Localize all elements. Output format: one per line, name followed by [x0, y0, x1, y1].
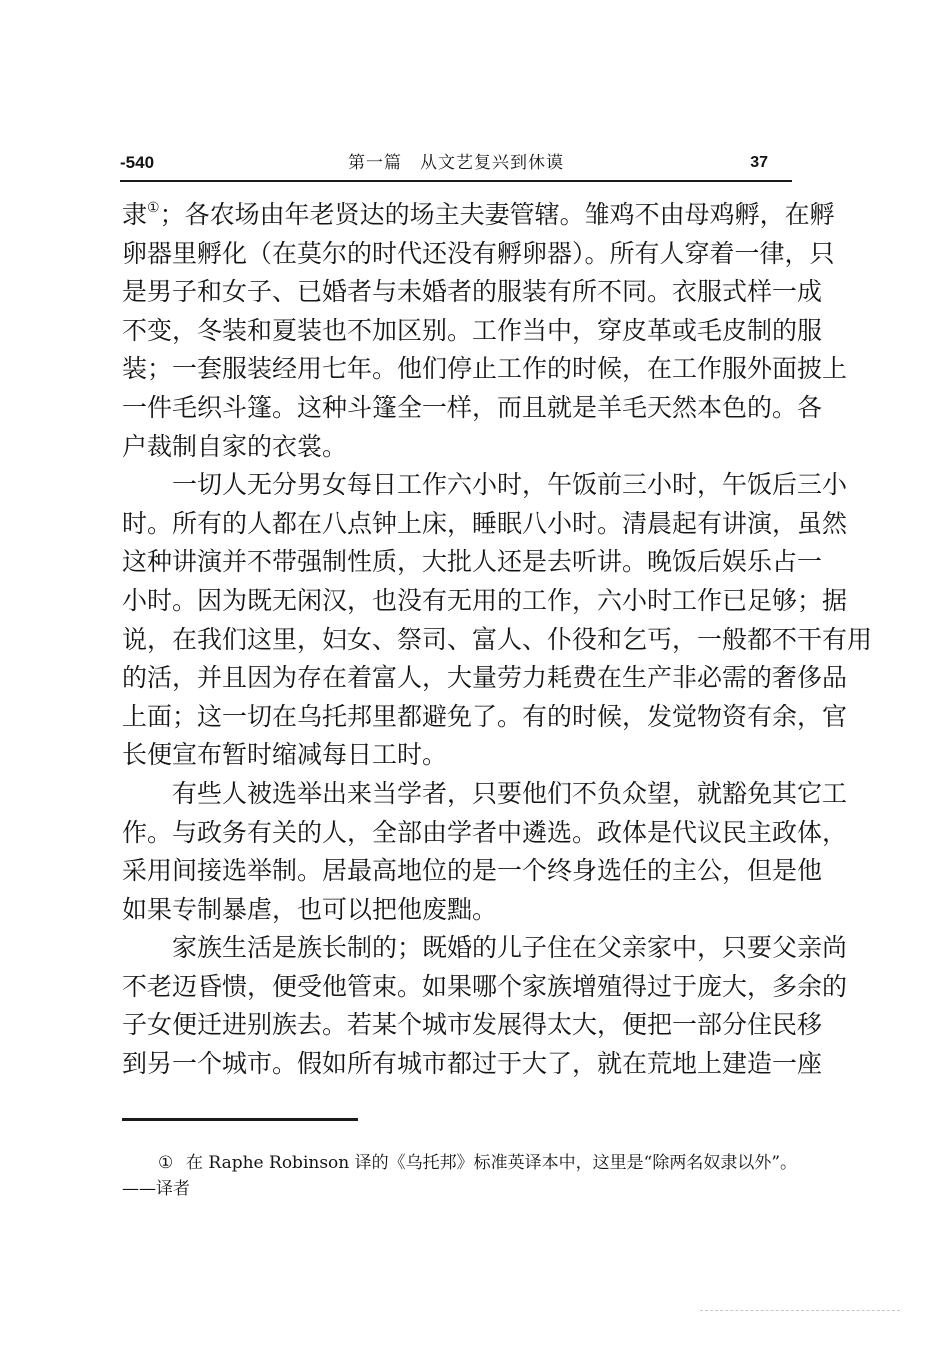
footnote-rule	[122, 1118, 358, 1121]
text-line: 不老迈昏愦，便受他管束。如果哪个家族增殖得过于庞大，多余的	[122, 971, 848, 1001]
text-fragment: ；各农场由年老贤达的场主夫妻管辖。雏鸡不由母鸡孵，在孵	[159, 200, 835, 229]
running-header	[120, 148, 792, 178]
text-line	[122, 196, 835, 235]
text-line: 装；一套服装经用七年。他们停止工作的时候，在工作服外面披上	[122, 354, 848, 384]
text-line: 到另一个城市。假如所有城市都过于大了，就在荒地上建造一座	[122, 1049, 823, 1079]
text-line: 小时。因为既无闲汉，也没有无用的工作，六小时工作已足够；据	[122, 585, 848, 615]
text-line: 一件毛织斗篷。这种斗篷全一样，而且就是羊毛天然本色的。各	[122, 392, 823, 422]
text-line: 有些人被选举出来当学者，只要他们不负众望，就豁免其它工	[172, 778, 848, 808]
text-line: 户裁制自家的衣裳。	[122, 431, 348, 461]
chapter-title: 第一篇 从文艺复兴到休谟	[348, 153, 564, 173]
text-line: 长便宣布暂时缩减每日工时。	[122, 740, 448, 770]
text-line: 说，在我们这里，妇女、祭司、富人、仆役和乞丐，一般都不干有用	[122, 624, 873, 654]
footnote-line	[122, 1150, 798, 1176]
footnote-marker: ①	[158, 1153, 174, 1173]
footnote-attribution: ——译者	[122, 1179, 190, 1199]
text-line: 卵器里孵化（在莫尔的时代还没有孵卵器）。所有人穿着一律，只	[122, 238, 835, 268]
body-text	[122, 196, 873, 1084]
text-line: 一切人无分男女每日工作六小时，午饭前三小时，午饭后三小	[172, 470, 848, 500]
footnote	[122, 1150, 798, 1202]
header-rule	[120, 180, 792, 182]
footnote-text: 在 Raphe Robinson 译的《乌托邦》标准英译本中，这里是“除两名奴隶以外”。	[186, 1153, 798, 1173]
text-line: 不变，冬装和夏装也不加区别。工作当中，穿皮革或毛皮制的服	[122, 315, 823, 345]
text-line: 上面；这一切在乌托邦里都避免了。有的时候，发觉物资有余，官	[122, 701, 848, 731]
page-number: 37	[750, 154, 768, 171]
text-line: 家族生活是族长制的；既婚的儿子住在父亲家中，只要父亲尚	[172, 933, 848, 963]
original-page-reference: -540	[120, 153, 155, 172]
text-line: 如果专制暴虐，也可以把他废黜。	[122, 894, 498, 924]
footnote-reference[interactable]: ①	[147, 200, 160, 216]
text-line: 时。所有的人都在八点钟上床，睡眠八小时。清晨起有讲演，虽然	[122, 508, 848, 538]
text-line: 这种讲演并不带强制性质，大批人还是去听讲。晚饭后娱乐占一	[122, 547, 823, 577]
text-line: 是男子和女子、已婚者与未婚者的服装有所不同。衣服式样一成	[122, 277, 823, 307]
scan-artifact	[700, 1310, 900, 1313]
text-line: 作。与政务有关的人，全部由学者中遴选。政体是代议民主政体，	[122, 817, 848, 847]
text-line: 的活，并且因为存在着富人，大量劳力耗费在生产非必需的奢侈品	[122, 663, 848, 693]
text-line: 采用间接选举制。居最高地位的是一个终身选任的主公，但是他	[122, 856, 823, 886]
text-fragment: 隶	[122, 200, 148, 229]
text-line: 子女便迁进别族去。若某个城市发展得太大，便把一部分住民移	[122, 1010, 823, 1040]
